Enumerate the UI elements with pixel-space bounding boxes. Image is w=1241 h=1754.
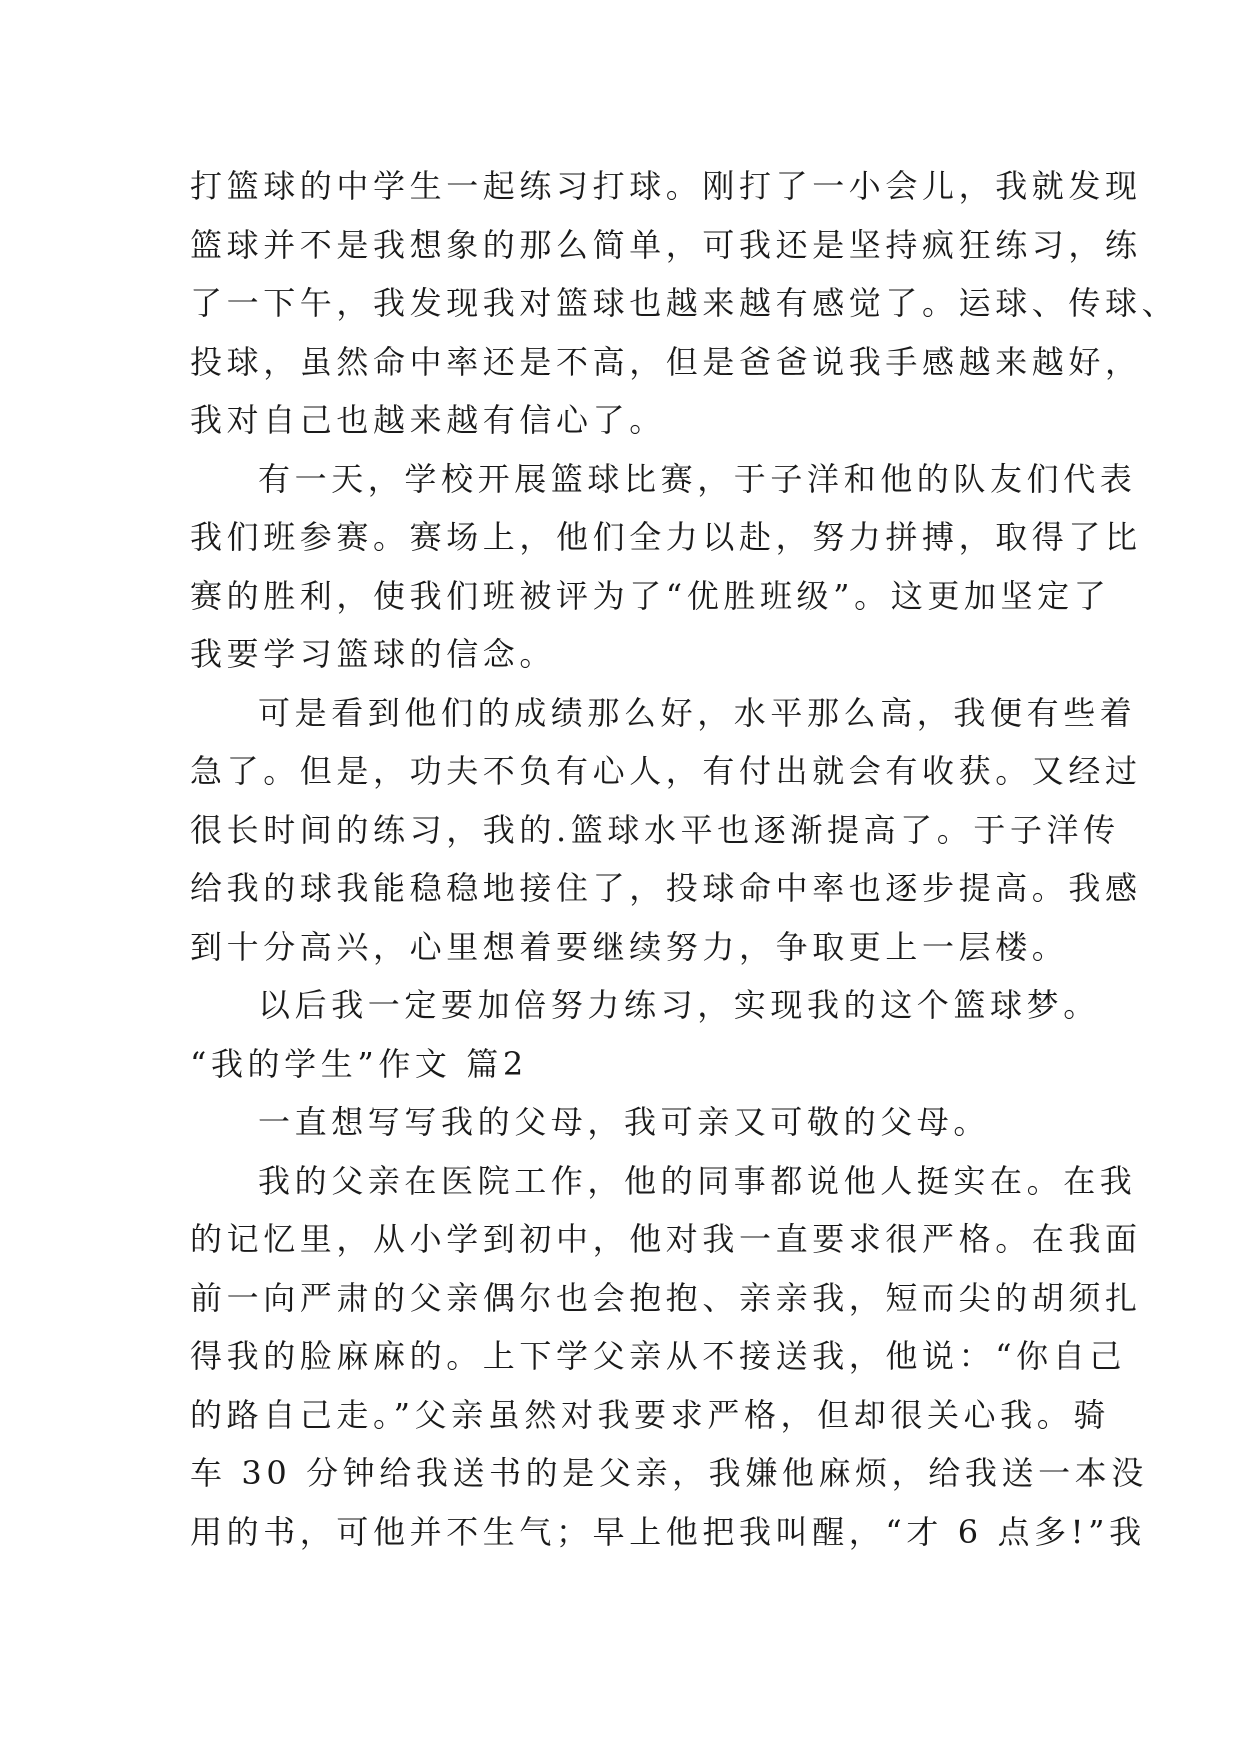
text-line: 可是看到他们的成绩那么好，水平那么高，我便有些着	[258, 693, 1137, 732]
text-line: 赛的胜利，使我们班被评为了“优胜班级”。这更加坚定了	[190, 576, 1111, 615]
text-line: 给我的球我能稳稳地接住了，投球命中率也逐步提高。我感	[190, 869, 1142, 907]
text-line: 的记忆里，从小学到初中，他对我一直要求很严格。在我面	[190, 1220, 1142, 1258]
text-line: 急了。但是，功夫不负有心人，有付出就会有收获。又经过	[190, 752, 1142, 790]
text-line: 投球，虽然命中率还是不高，但是爸爸说我手感越来越好，	[190, 342, 1142, 381]
text-line: 前一向严肃的父亲偶尔也会抱抱、亲亲我，短而尖的胡须扎	[190, 1278, 1142, 1317]
text-line: 篮球并不是我想象的那么简单，可我还是坚持疯狂练习，练	[190, 225, 1142, 264]
text-line: 很长时间的练习，我的.篮球水平也逐渐提高了。于子洋传	[190, 810, 1120, 849]
text-line: 的路自己走。”父亲虽然对我要求严格，但却很关心我。骑	[190, 1395, 1110, 1434]
text-line: 我的父亲在医院工作，他的同事都说他人挺实在。在我	[258, 1161, 1137, 1200]
text-line: 得我的脸麻麻的。上下学父亲从不接送我，他说：“你自己	[190, 1337, 1126, 1375]
text-line: 我要学习篮球的信念。	[190, 635, 557, 673]
text-line: 到十分高兴，心里想着要继续努力，争取更上一层楼。	[190, 927, 1069, 966]
text-line: 有一天，学校开展篮球比赛，于子洋和他的队友们代表	[258, 459, 1137, 498]
text-line: 以后我一定要加倍努力练习，实现我的这个篮球梦。	[258, 986, 1100, 1024]
text-line: 车 30 分钟给我送书的是父亲，我嫌他麻烦，给我送一本没	[190, 1454, 1148, 1492]
text-line: “我的学生”作文 篇2	[190, 1044, 528, 1083]
text-line: 一直想写写我的父母，我可亲又可敬的父母。	[258, 1103, 991, 1141]
text-line: 打篮球的中学生一起练习打球。刚打了一小会儿，我就发现	[190, 167, 1142, 205]
essay-body	[190, 157, 1179, 1561]
text-line: 了一下午，我发现我对篮球也越来越有感觉了。运球、传球、	[190, 284, 1179, 322]
text-line: 用的书，可他并不生气；早上他把我叫醒，“才 6 点多!”我	[190, 1512, 1146, 1551]
text-line: 我们班参赛。赛场上，他们全力以赴，努力拼搏，取得了比	[190, 518, 1142, 556]
text-line: 我对自己也越来越有信心了。	[190, 401, 666, 439]
